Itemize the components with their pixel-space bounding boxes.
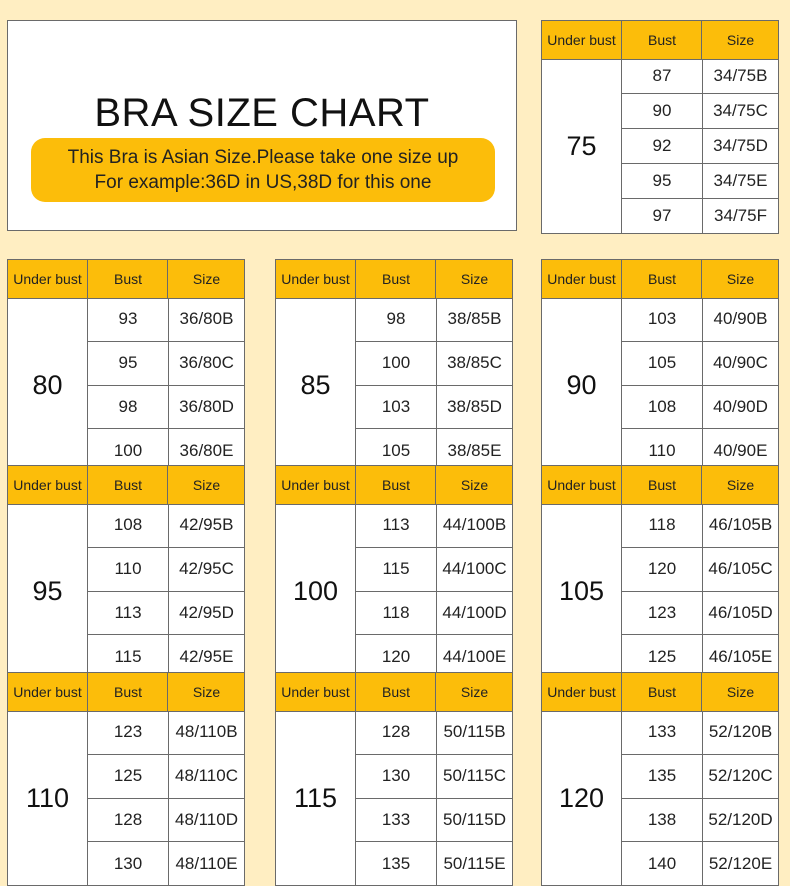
header-under-bust: Under bust (547, 477, 616, 493)
under-bust-value: 75 (566, 130, 597, 161)
under-bust-value: 85 (300, 369, 331, 400)
bust-cell: 135 (381, 853, 411, 873)
under-bust-value: 120 (558, 782, 605, 813)
header-under-bust: Under bust (13, 684, 82, 700)
table-row (88, 754, 244, 798)
header-under-bust: Under bust (13, 271, 82, 287)
table-row (622, 591, 778, 635)
table-header (542, 260, 778, 299)
size-cell: 46/105B (702, 504, 778, 547)
header-bust: Bust (355, 466, 436, 504)
header-bust: Bust (87, 466, 168, 504)
size-cell: 34/75E (702, 164, 778, 198)
size-cell: 44/100B (436, 504, 512, 547)
title-panel (7, 20, 517, 231)
table-rows (355, 504, 512, 678)
size-cell: 38/85D (436, 386, 512, 429)
table-row (88, 298, 244, 341)
size-cell: 44/100D (436, 592, 512, 635)
header-bust: Bust (621, 466, 702, 504)
table-row (622, 198, 778, 233)
table-row (356, 711, 512, 754)
bust-cell: 113 (382, 515, 410, 535)
table-rows (621, 711, 778, 885)
table-row (622, 547, 778, 591)
header-bust: Bust (355, 260, 436, 298)
header-size: Size (701, 21, 779, 59)
bust-cell: 133 (647, 722, 677, 742)
bust-cell: 123 (647, 602, 677, 622)
size-cell: 40/90D (702, 386, 778, 429)
size-table-105 (541, 465, 779, 679)
under-bust-value: 105 (558, 575, 605, 606)
header-bust: Bust (355, 673, 436, 711)
under-bust-value: 110 (25, 782, 70, 813)
header-size: Size (167, 260, 245, 298)
header-bust: Bust (87, 673, 168, 711)
table-rows (621, 298, 778, 472)
table-row (88, 841, 244, 885)
bust-cell: 90 (652, 101, 672, 120)
size-cell: 34/75C (702, 94, 778, 128)
bust-cell: 110 (648, 440, 676, 460)
under-bust-value: 90 (566, 369, 597, 400)
size-cell: 34/75F (702, 199, 778, 233)
size-cell: 38/85B (436, 298, 512, 341)
header-size: Size (167, 673, 245, 711)
table-row (622, 128, 778, 163)
table-rows (87, 504, 244, 678)
bust-cell: 98 (386, 309, 406, 329)
size-cell: 52/120E (702, 842, 778, 885)
size-cell: 48/110D (168, 799, 244, 842)
header-bust: Bust (87, 260, 168, 298)
size-cell: 42/95E (168, 635, 244, 678)
bust-cell: 115 (382, 559, 410, 579)
table-row (356, 385, 512, 429)
table-rows (621, 59, 778, 233)
header-size: Size (435, 260, 513, 298)
table-rows (355, 298, 512, 472)
bust-cell: 103 (647, 309, 677, 329)
table-row (622, 711, 778, 754)
table-row (88, 711, 244, 754)
size-cell: 38/85E (436, 429, 512, 472)
header-under-bust: Under bust (547, 684, 616, 700)
size-table-120 (541, 672, 779, 886)
bust-cell: 105 (647, 353, 677, 373)
size-cell: 52/120C (702, 755, 778, 798)
bust-cell: 133 (381, 809, 411, 829)
size-cell: 52/120D (702, 799, 778, 842)
size-table-110 (7, 672, 245, 886)
bust-cell: 128 (381, 722, 411, 742)
size-cell: 34/75D (702, 129, 778, 163)
bust-cell: 97 (652, 206, 672, 225)
table-header (542, 21, 778, 60)
size-cell: 36/80D (168, 386, 244, 429)
table-row (622, 841, 778, 885)
header-size: Size (435, 673, 513, 711)
bust-cell: 138 (647, 809, 677, 829)
size-cell: 46/105C (702, 548, 778, 591)
size-cell: 48/110B (168, 711, 244, 754)
bust-cell: 103 (381, 396, 411, 416)
table-row (356, 504, 512, 547)
bust-cell: 100 (381, 353, 411, 373)
size-table-90 (541, 259, 779, 473)
table-row (622, 298, 778, 341)
bust-cell: 95 (652, 171, 672, 190)
table-header (276, 673, 512, 712)
size-cell: 42/95D (168, 592, 244, 635)
bust-cell: 140 (647, 853, 677, 873)
bust-cell: 98 (118, 396, 138, 416)
size-cell: 36/80B (168, 298, 244, 341)
table-header (8, 260, 244, 299)
table-header (8, 673, 244, 712)
table-rows (355, 711, 512, 885)
bust-cell: 120 (381, 646, 411, 666)
table-row (88, 385, 244, 429)
header-bust: Bust (621, 21, 702, 59)
table-rows (87, 711, 244, 885)
under-bust-value: 100 (292, 575, 339, 606)
table-row (622, 93, 778, 128)
table-row (356, 341, 512, 385)
size-cell: 36/80E (168, 429, 244, 472)
table-rows (87, 298, 244, 472)
size-cell: 50/115C (436, 755, 512, 798)
size-note-line-2: For example:36D in US,38D for this one (94, 172, 432, 193)
header-under-bust: Under bust (281, 477, 350, 493)
table-row (356, 841, 512, 885)
table-row (622, 163, 778, 198)
table-row (356, 547, 512, 591)
header-bust: Bust (621, 260, 702, 298)
size-table-95 (7, 465, 245, 679)
under-bust-value: 115 (293, 782, 338, 813)
size-cell: 40/90E (702, 429, 778, 472)
table-header (542, 673, 778, 712)
table-row (356, 798, 512, 842)
under-bust-value: 80 (32, 369, 63, 400)
table-row (356, 754, 512, 798)
header-size: Size (435, 466, 513, 504)
bust-cell: 105 (381, 440, 411, 460)
bust-cell: 125 (647, 646, 677, 666)
header-under-bust: Under bust (547, 271, 616, 287)
size-note-line-1: This Bra is Asian Size.Please take one size up (67, 147, 459, 168)
header-size: Size (167, 466, 245, 504)
table-row (356, 591, 512, 635)
size-cell: 50/115D (436, 799, 512, 842)
bust-cell: 123 (113, 722, 143, 742)
table-row (88, 591, 244, 635)
size-cell: 42/95B (168, 504, 244, 547)
table-row (88, 341, 244, 385)
bust-cell: 120 (647, 559, 677, 579)
size-note-badge (31, 138, 495, 202)
table-row (88, 504, 244, 547)
table-header (276, 466, 512, 505)
header-under-bust: Under bust (547, 32, 616, 48)
size-table-80 (7, 259, 245, 473)
bust-cell: 115 (114, 646, 142, 666)
table-row (622, 754, 778, 798)
bust-cell: 118 (382, 602, 410, 622)
size-cell: 50/115B (436, 711, 512, 754)
header-size: Size (701, 466, 779, 504)
table-row (622, 59, 778, 93)
size-table-100 (275, 465, 513, 679)
bust-cell: 125 (113, 766, 143, 786)
header-under-bust: Under bust (281, 684, 350, 700)
bust-cell: 118 (648, 515, 676, 535)
table-row (622, 385, 778, 429)
bust-cell: 95 (118, 353, 138, 373)
size-cell: 48/110E (168, 842, 244, 885)
size-table-115 (275, 672, 513, 886)
bust-cell: 130 (381, 766, 411, 786)
header-under-bust: Under bust (13, 477, 82, 493)
header-under-bust: Under bust (281, 271, 350, 287)
bust-cell: 100 (113, 440, 143, 460)
table-row (622, 798, 778, 842)
table-header (8, 466, 244, 505)
size-cell: 46/105D (702, 592, 778, 635)
size-cell: 44/100E (436, 635, 512, 678)
bust-cell: 108 (647, 396, 677, 416)
size-cell: 50/115E (436, 842, 512, 885)
table-rows (621, 504, 778, 678)
size-cell: 40/90C (702, 342, 778, 385)
size-cell: 42/95C (168, 548, 244, 591)
size-cell: 40/90B (702, 298, 778, 341)
bust-cell: 113 (114, 602, 142, 622)
size-table-85 (275, 259, 513, 473)
table-row (622, 341, 778, 385)
size-table-75 (541, 20, 779, 234)
size-cell: 52/120B (702, 711, 778, 754)
bust-cell: 135 (647, 766, 677, 786)
bust-cell: 128 (113, 809, 143, 829)
bust-cell: 108 (113, 515, 143, 535)
size-cell: 34/75B (702, 59, 778, 93)
size-cell: 36/80C (168, 342, 244, 385)
bust-cell: 110 (114, 559, 142, 579)
header-size: Size (701, 673, 779, 711)
size-cell: 44/100C (436, 548, 512, 591)
bust-cell: 92 (652, 136, 672, 155)
under-bust-value: 95 (32, 575, 63, 606)
table-header (542, 466, 778, 505)
table-row (88, 798, 244, 842)
table-row (88, 547, 244, 591)
size-cell: 46/105E (702, 635, 778, 678)
header-bust: Bust (621, 673, 702, 711)
size-cell: 38/85C (436, 342, 512, 385)
table-row (622, 504, 778, 547)
bust-cell: 93 (118, 309, 138, 329)
bust-cell: 130 (113, 853, 143, 873)
page-title: BRA SIZE CHART (94, 91, 430, 135)
header-size: Size (701, 260, 779, 298)
bust-cell: 87 (652, 66, 672, 85)
size-cell: 48/110C (168, 755, 244, 798)
table-row (356, 298, 512, 341)
table-header (276, 260, 512, 299)
